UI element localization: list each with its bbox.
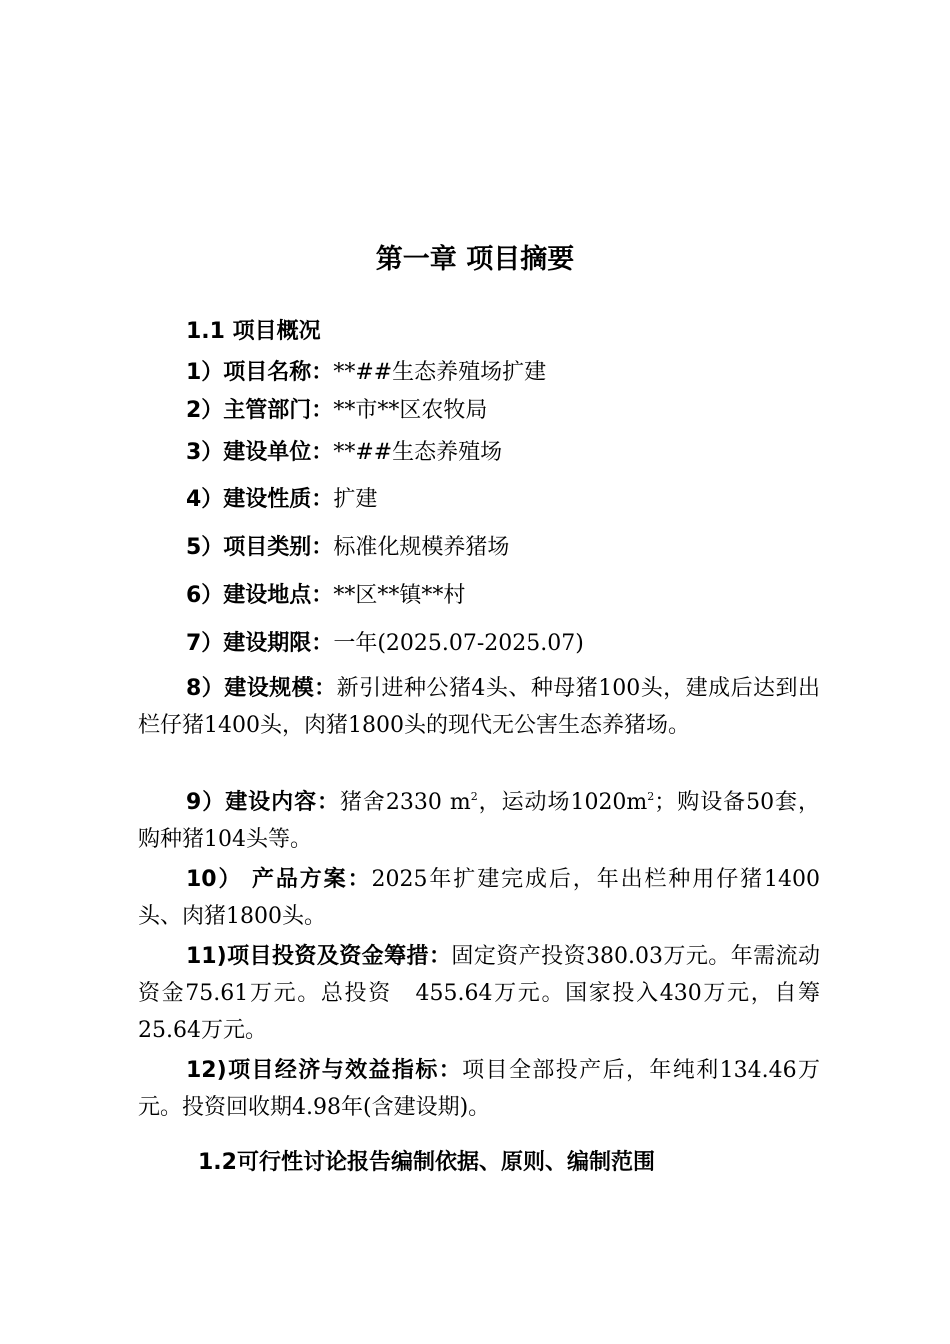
para-text: 新引进种公猪4头、种母猪100头，建成后达到出栏仔猪1400头，肉猪1800头的现代无公害生态养猪场。: [138, 676, 820, 738]
para-label: 9）建设内容：: [186, 790, 340, 815]
item-label: 7）建设期限：: [186, 631, 334, 656]
para-text: 项目全部投产后，年纯利134.46万元。投资回收期4.98年(含建设期)。: [138, 1058, 820, 1120]
item-value: 标准化规模养猪场: [333, 535, 510, 560]
item-label: 2）主管部门：: [186, 398, 334, 423]
item-value: **##生态养殖场扩建: [333, 360, 547, 385]
superscript: 2: [470, 790, 478, 803]
para-label: 8）建设规模：: [186, 676, 337, 701]
para-text-c: ；购设备50套，购种猪104头等。: [138, 790, 821, 852]
item-value: 一年(2025.07-2025.07): [333, 631, 584, 656]
para-text: 2025年扩建完成后，年出栏种用仔猪1400头、肉猪1800头。: [138, 867, 821, 929]
para-label: 10） 产品方案：: [186, 867, 372, 892]
item-category: [138, 529, 876, 567]
section-heading-1-2: 1.2可行性讨论报告编制依据、原则、编制范围: [198, 1150, 655, 1175]
para-text: 固定资产投资380.03万元。年需流动资金75.61万元。总投资 455.64万元。国家投入430万元，自筹25.64万元。: [138, 944, 821, 1043]
paragraph-scale: [138, 670, 820, 744]
item-value: **区**镇**村: [333, 583, 466, 608]
paragraph-investment: [138, 938, 820, 1049]
superscript: 2: [647, 790, 655, 803]
item-value: **##生态养殖场: [333, 440, 503, 465]
para-label: 11)项目投资及资金筹措：: [186, 944, 452, 969]
paragraph-product: [138, 861, 820, 935]
para-text-b: ，运动场1020m: [477, 790, 648, 815]
item-builder: [138, 434, 876, 472]
item-project-name: [138, 354, 876, 392]
para-text-a: 猪舍2330 m: [339, 790, 471, 815]
item-label: 3）建设单位：: [186, 440, 334, 465]
paragraph-economic: [138, 1052, 820, 1126]
item-label: 6）建设地点：: [186, 583, 334, 608]
item-value: **市**区农牧局: [333, 398, 488, 423]
para-label: 12)项目经济与效益指标：: [186, 1058, 463, 1083]
item-department: [138, 392, 876, 430]
section-heading-1-1: 1.1 项目概况: [186, 319, 321, 344]
chapter-title: 第一章 项目摘要: [375, 244, 575, 275]
item-period: [138, 625, 876, 663]
item-location: [138, 577, 876, 615]
item-nature: [138, 481, 876, 519]
item-label: 1）项目名称：: [186, 360, 334, 385]
item-label: 4）建设性质：: [186, 487, 334, 512]
item-label: 5）项目类别：: [186, 535, 334, 560]
item-value: 扩建: [333, 487, 378, 512]
paragraph-content: [138, 784, 820, 858]
